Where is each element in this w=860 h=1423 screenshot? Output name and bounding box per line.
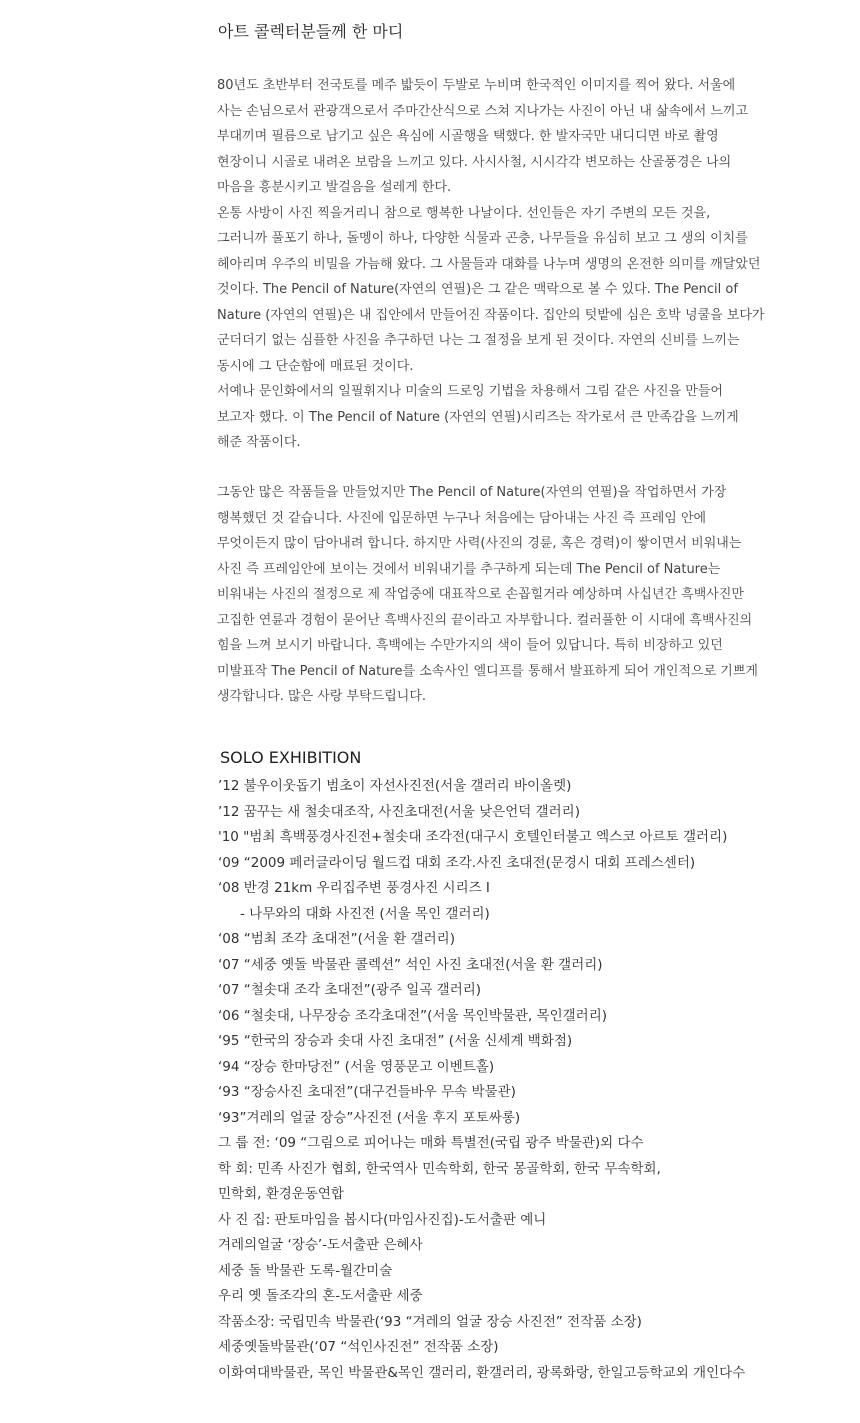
society-item: 학 회: 민족 사진가 협회, 한국역사 민속학회, 한국 몽골학회, 한국 무속학회, [218, 1160, 661, 1177]
paragraph-line: 미발표작 The Pencil of Nature를 소속사인 엘디프를 통해서 발표하게 되어 개인적으로 기쁘게 [217, 663, 758, 679]
intro-paragraph-2 [217, 480, 817, 710]
exhibition-item: '10 "범최 흑백풍경사진전+철솟대 조각전(대구시 호텔인터불고 엑스코 아르토 갤러리) [218, 829, 728, 845]
exhibition-item: ‘93 “장승사진 초대전”(대구건들바우 무속 박물관) [218, 1084, 516, 1100]
exhibition-item: ‘07 “세중 옛돌 박물관 콜렉션” 석인 사진 초대전(서울 환 갤러리) [218, 956, 603, 973]
paragraph-line: 힘을 느껴 보시기 바랍니다. 흑백에는 수만가지의 색이 들어 있답니다. 특히 비장하고 있던 [217, 638, 723, 653]
photobook-item: 사 진 집: 판토마임을 봅시다(마임사진집)-도서출판 예니 [218, 1211, 547, 1228]
exhibition-item-sub: - 나무와의 대화 사진전 (서울 목인 갤러리) [240, 905, 490, 922]
paragraph-line: 80년도 초반부터 전국토를 메주 밟듯이 두발로 누비며 한국적인 이미지를 찍어 왔다. 서울에 [217, 78, 736, 93]
group-exhibition-item: 그 룹 전: ‘09 “그림으로 피어나는 매화 특별전(국립 광주 박물관)외 다수 [218, 1135, 644, 1151]
page-heading: 아트 콜렉터분들께 한 마디 [218, 22, 404, 41]
paragraph-line: 헤아리며 우주의 비밀을 가늠해 왔다. 그 사물들과 대화를 나누며 생명의 온전한 의미를 깨달았던 [217, 256, 761, 272]
exhibition-item: ‘08 반경 21km 우리집주변 풍경사진 시리즈 Ⅰ [218, 880, 490, 896]
collection-item-cont: 세중옛돌박물관(‘07 “석인사진전” 전작품 소장) [218, 1339, 499, 1355]
paragraph-line: 부대끼며 필름으로 남기고 싶은 욕심에 시골행을 택했다. 한 발자국만 내디디면 바로 촬영 [217, 129, 719, 144]
paragraph-line: 그동안 많은 작품들을 만들었지만 The Pencil of Nature(자연의 연필)을 작업하면서 가장 [217, 485, 727, 500]
paragraph-line: 그러니까 풀포기 하나, 돌멩이 하나, 다양한 식물과 곤충, 나무들을 유심히 보고 그 생의 이치를 [217, 231, 748, 246]
paragraph-line: 비워내는 사진의 절정으로 제 작업중에 대표작으로 손꼽힐거라 예상하며 사십년간 흑백사진만 [217, 587, 744, 602]
paragraph-line: 사는 손님으로서 관광객으로서 주마간산식으로 스쳐 지나가는 사진이 아닌 내 삶속에서 느끼고 [217, 103, 749, 119]
paragraph-line: 보고자 했다. 이 The Pencil of Nature (자연의 연필)시리즈는 작가로서 큰 만족감을 느끼게 [217, 409, 739, 425]
exhibition-item: ‘09 “2009 페러글라이딩 월드컵 대회 조각.사진 초대전(문경시 대회 프레스센터) [218, 854, 696, 871]
paragraph-line: 생각합니다. 많은 사랑 부탁드립니다. [217, 689, 427, 704]
paragraph-line: 무엇이든지 많이 담아내려 합니다. 하지만 사력(사진의 경륜, 혹은 경력)이 쌓이면서 비워내는 [217, 536, 742, 551]
paragraph-line: 군더더기 없는 심플한 사진을 추구하던 나는 그 절정을 보게 된 것이다. 자연의 신비를 느끼는 [217, 333, 740, 348]
paragraph-line: 해준 작품이다. [217, 435, 301, 450]
exhibition-item: ’12 꿈꾸는 새 철솟대조작, 사진초대전(서울 낮은언덕 갤러리) [218, 803, 580, 820]
paragraph-line: 동시에 그 단순함에 매료된 것이다. [217, 358, 414, 374]
exhibition-item: ‘93”겨레의 얼굴 장승”사진전 (서울 후지 포토싸롱) [218, 1109, 521, 1126]
collection-item: 작품소장: 국립민속 박물관(‘93 “겨레의 얼굴 장승 사진전” 전작품 소장) [218, 1313, 642, 1330]
photobook-item-cont: 우리 옛 돌조각의 혼-도서출판 세중 [218, 1288, 423, 1304]
exhibition-item: ‘95 “한국의 장승과 솟대 사진 초대전” (서울 신세계 백화점) [218, 1033, 573, 1049]
paragraph-line: 서예나 문인화에서의 일필휘지나 미술의 드로잉 기법을 차용해서 그림 같은 사진을 만들어 [217, 384, 723, 399]
collection-item-cont: 이화여대박물관, 목인 박물관&목인 갤러리, 환갤러리, 광록화랑, 한일고등학교외 개인다수 [218, 1364, 746, 1381]
photobook-item-cont: 겨레의얼굴 ‘장승’-도서출판 은혜사 [218, 1237, 423, 1253]
paragraph-line: Nature (자연의 연필)은 내 집안에서 만들어진 작품이다. 집안의 텃밭에 심은 호박 넝쿨을 보다가 [217, 307, 765, 323]
paragraph-line: 사진 즉 프레임안에 보이는 것에서 비워내기를 추구하게 되는데 The Pencil of Nature는 [217, 561, 721, 577]
society-item-cont: 민학회, 환경운동연합 [218, 1186, 344, 1202]
exhibition-item: ‘07 “철솟대 조각 초대전”(광주 일곡 갤러리) [218, 982, 482, 998]
paragraph-line: 행복했던 것 같습니다. 사진에 입문하면 누구나 처음에는 담아내는 사진 즉 프레임 안에 [217, 510, 707, 526]
paragraph-line: 온통 사방이 사진 찍을거리니 참으로 행복한 나날이다. 선인들은 자기 주변의 모든 것을, [217, 205, 711, 221]
paragraph-line: 고집한 연륜과 경험이 묻어난 흑백사진의 끝이라고 자부합니다. 컬러풀한 이 시대에 흑백사진의 [217, 612, 753, 628]
paragraph-line: 것이다. The Pencil of Nature(자연의 연필)은 그 같은 맥락으로 볼 수 있다. The Pencil of [217, 282, 738, 297]
exhibition-item: ‘94 “장승 한마당전” (서울 영풍문고 이벤트홀) [218, 1058, 495, 1075]
photobook-item-cont: 세중 돌 박물관 도록-월간미술 [218, 1262, 393, 1279]
exhibition-item: ‘06 “철솟대, 나무장승 조각초대전”(서울 목인박물관, 목인갤러리) [218, 1007, 608, 1024]
exhibition-item: ‘08 “범최 조각 초대전”(서울 환 갤러리) [218, 931, 455, 947]
paragraph-line: 현장이니 시골로 내려온 보람을 느끼고 있다. 사시사철, 시시각각 변모하는 산골풍경은 나의 [217, 154, 732, 170]
solo-exhibition-title: SOLO EXHIBITION [220, 748, 362, 767]
paragraph-line: 마음을 흥분시키고 발걸음을 설레게 한다. [217, 180, 452, 195]
solo-exhibition-list [218, 774, 838, 1386]
intro-paragraph-1 [217, 73, 817, 456]
exhibition-item: ’12 불우이웃돕기 범초이 자선사진전(서울 갤러리 바이올렛) [218, 778, 572, 794]
